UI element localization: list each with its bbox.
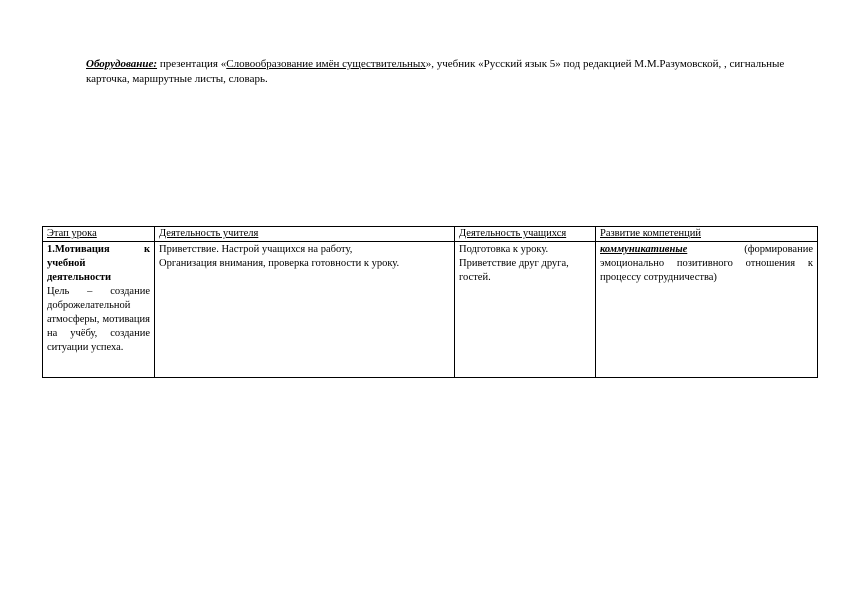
teacher-activity-cell — [155, 242, 455, 378]
table-row — [43, 242, 818, 378]
lesson-table — [42, 226, 818, 378]
equipment-paragraph — [86, 57, 806, 87]
competence-text: (формирование эмоционально позитивного отношения к процессу сотрудничества) — [600, 244, 813, 283]
stage-title: 1.Мотивация к учебной деятельности — [47, 244, 150, 283]
teacher-activity-line: Организация внимания, проверка готовности к уроку. — [159, 258, 400, 269]
equipment-text-after: », учебник «Русский язык 5» под редакцией М.М.Разумовской, , сигнальные карточка, маршрутные листы, словарь. — [86, 58, 785, 85]
table-header-row — [43, 227, 818, 242]
stage-goal: Цель – создание доброжелательной атмосферы, мотивация на учёбу, создание ситуации успеха. — [47, 286, 150, 353]
header-stage: Этап урока — [43, 227, 155, 242]
students-activity-cell — [455, 242, 596, 378]
teacher-activity-line: Приветствие. Настрой учащихся на работу, — [159, 244, 353, 255]
presentation-title: Словообразование имён существительных — [226, 58, 426, 70]
students-activity-line: Приветствие друг друга, гостей. — [459, 258, 569, 283]
header-students-activity: Деятельность учащихся — [455, 227, 596, 242]
header-teacher-activity: Деятельность учителя — [155, 227, 455, 242]
competence-title: коммуникативные — [600, 244, 688, 255]
stage-cell — [43, 242, 155, 378]
equipment-label: Оборудование: — [86, 58, 158, 70]
equipment-text-before: презентация « — [157, 58, 227, 70]
students-activity-line: Подготовка к уроку. — [459, 244, 549, 255]
header-competence-development: Развитие компетенций — [596, 227, 818, 242]
competence-cell — [596, 242, 818, 378]
